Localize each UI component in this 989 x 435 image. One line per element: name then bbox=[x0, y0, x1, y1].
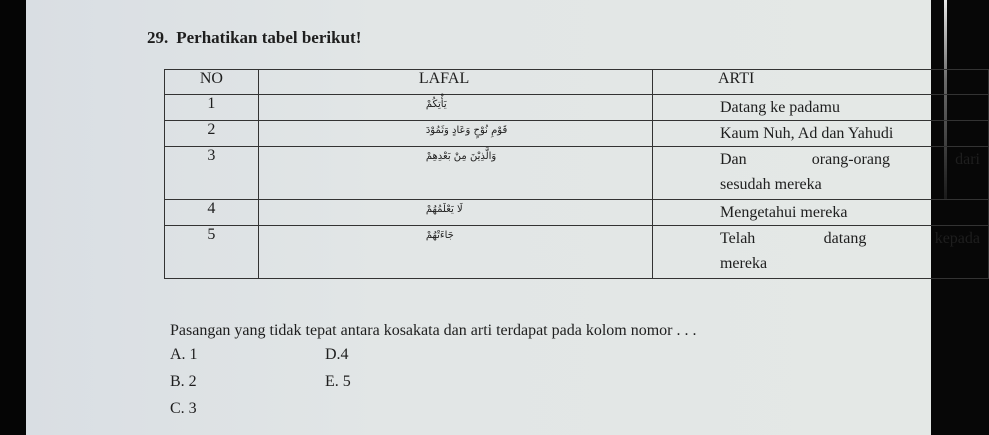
question-number: 29. bbox=[147, 28, 169, 47]
row-no: 3 bbox=[165, 147, 259, 200]
row-arti bbox=[652, 147, 988, 200]
question-heading bbox=[147, 28, 361, 48]
table-row bbox=[165, 200, 989, 226]
vocabulary-table bbox=[164, 69, 989, 279]
option-c[interactable]: C. 3 bbox=[170, 400, 197, 417]
arti-line-1: Dan orang-orang dari bbox=[719, 151, 980, 168]
table-header-row bbox=[165, 70, 989, 95]
option-a[interactable]: A. 1 bbox=[170, 346, 198, 363]
row-no: 1 bbox=[165, 95, 259, 121]
row-no: 5 bbox=[165, 226, 259, 279]
header-no: NO bbox=[165, 70, 259, 95]
table-row bbox=[165, 95, 989, 121]
table-row bbox=[165, 226, 989, 279]
arabic-text: وَالَّذِيْنَ مِنْ بَعْدِهِمْ bbox=[425, 151, 497, 162]
row-lafal bbox=[258, 121, 652, 147]
row-arti bbox=[652, 226, 988, 279]
arabic-text: جَاءَتْهُمْ bbox=[425, 230, 454, 241]
row-lafal bbox=[258, 95, 652, 121]
question-title: Perhatikan tabel berikut! bbox=[176, 28, 362, 47]
header-arti: ARTI bbox=[652, 70, 988, 95]
table-row bbox=[165, 121, 989, 147]
row-arti: Kaum Nuh, Ad dan Yahudi bbox=[652, 121, 988, 147]
table-row bbox=[165, 147, 989, 200]
option-d[interactable]: D.4 bbox=[325, 346, 349, 363]
device-bezel-left bbox=[0, 0, 26, 435]
option-b[interactable]: B. 2 bbox=[170, 373, 197, 390]
arti-line-2: sesudah mereka bbox=[719, 176, 822, 193]
row-lafal bbox=[258, 200, 652, 226]
row-no: 4 bbox=[165, 200, 259, 226]
header-lafal: LAFAL bbox=[258, 70, 652, 95]
arabic-text: قَوْمِ نُوْحٍ وَعَادٍ وَثَمُوْدَ bbox=[425, 125, 508, 136]
row-arti: Datang ke padamu bbox=[652, 95, 988, 121]
arabic-text: يَأْتِكُمْ bbox=[425, 99, 447, 110]
row-lafal bbox=[258, 147, 652, 200]
arti-line-2: mereka bbox=[719, 255, 768, 272]
row-no: 2 bbox=[165, 121, 259, 147]
row-arti: Mengetahui mereka bbox=[652, 200, 988, 226]
arti-line-1: Telah datang kepada bbox=[719, 230, 980, 247]
question-prompt: Pasangan yang tidak tepat antara kosakata dan arti terdapat pada kolom nomor . . . bbox=[170, 322, 697, 339]
row-lafal bbox=[258, 226, 652, 279]
option-e[interactable]: E. 5 bbox=[325, 373, 351, 390]
arabic-text: لَا يَعْلَمُهُمْ bbox=[425, 204, 463, 215]
